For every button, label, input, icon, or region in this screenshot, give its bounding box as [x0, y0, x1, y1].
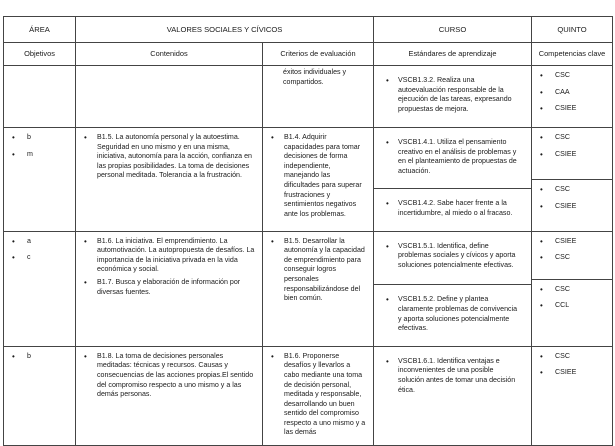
- objetivo-item: • c: [12, 253, 69, 263]
- competencia-item: • CSIEE: [540, 104, 606, 114]
- objetivo-item: • m: [12, 150, 69, 160]
- objetivo-item: • a: [12, 237, 69, 247]
- curriculum-table: [3, 16, 613, 446]
- competencias-cell: [532, 66, 613, 128]
- objetivos-header: Objetivos: [4, 43, 76, 66]
- header-row: [4, 17, 613, 43]
- estandares-cell: [374, 231, 532, 346]
- competencia-item: • CSIEE: [540, 368, 606, 378]
- competencia-item: • CCL: [540, 301, 606, 311]
- objetivos-cell: [4, 346, 76, 445]
- contenido-item: • B1.8. La toma de decisiones personales meditadas: técnicas y recursos. Causas y consecuencias de las acciones propias.El sentido del compromiso respecto a uno mismo y a las demás personas.: [84, 352, 256, 400]
- competencia-item: • CAA: [540, 88, 606, 98]
- criterios-header: Criterios de evaluación: [263, 43, 374, 66]
- competencia-item: • CSIEE: [540, 237, 606, 247]
- competencias-cell: [532, 231, 613, 346]
- objetivos-cell: [4, 231, 76, 346]
- contenidos-cell: [76, 128, 263, 232]
- course-label-header: CURSO: [374, 17, 532, 43]
- criterio-item: • B1.4. Adquirir capacidades para tomar decisiones de forma independiente, manejando las dificultades para superar frustraciones y sentimientos negativos ante los problemas.: [271, 133, 367, 219]
- objetivo-item: • b: [12, 352, 69, 362]
- contenidos-cell: [76, 346, 263, 445]
- criterios-cell: [263, 346, 374, 445]
- criterio-item: • B1.6. Proponerse desafíos y llevarlos a cabo mediante una toma de decisión personal, meditada y responsable, desarrollando un buen sentido del compromiso respecto a uno mismo y a las demás: [271, 352, 367, 438]
- subject-header: VALORES SOCIALES Y CÍVICOS: [76, 17, 374, 43]
- competencia-item: • CSIEE: [540, 150, 606, 160]
- criterio-text: éxitos individuales y compartidos.: [283, 68, 347, 86]
- criterios-cell: [263, 231, 374, 346]
- table-row: [4, 66, 613, 128]
- competencia-item: • CSC: [540, 133, 606, 143]
- estandar-item: • VSCB1.5.2. Define y plantea claramente problemas de convivencia y aporta soluciones potencialmente efectivas.: [386, 295, 521, 333]
- estandar-item: • VSCB1.6.1. Identifica ventajas e inconvenientes de una posible solución antes de tomar una decisión ética.: [386, 357, 521, 395]
- competencia-item: • CSIEE: [540, 202, 606, 212]
- objetivos-cell: [4, 66, 76, 128]
- estandares-cell: [374, 346, 532, 445]
- table-row: [4, 346, 613, 445]
- competencias-header: Competencias clave: [532, 43, 613, 66]
- objetivos-cell: [4, 128, 76, 232]
- contenidos-cell: [76, 231, 263, 346]
- criterio-item: • B1.5. Desarrollar la autonomía y la capacidad de emprendimiento para conseguir logros personales responsabilizándose del bien común.: [271, 237, 367, 304]
- contenidos-header: Contenidos: [76, 43, 263, 66]
- estandares-cell: [374, 128, 532, 232]
- contenido-item: • B1.6. La iniciativa. El emprendimiento. La automotivación. La autopropuesta de desafíos. La importancia de la iniciativa privada en la vida económica y social.: [84, 237, 256, 275]
- contenido-item: • B1.7. Busca y elaboración de información por diversas fuentes.: [84, 278, 256, 297]
- estandar-item: • VSCB1.4.2. Sabe hacer frente a la incertidumbre, al miedo o al fracaso.: [386, 199, 521, 218]
- criterios-cell: [263, 66, 374, 128]
- estandares-header: Estándares de aprendizaje: [374, 43, 532, 66]
- competencia-item: • CSC: [540, 71, 606, 81]
- competencia-item: • CSC: [540, 285, 606, 295]
- contenidos-cell: [76, 66, 263, 128]
- contenido-item: • B1.5. La autonomía personal y la autoestima. Seguridad en uno mismo y en una misma, iniciativa, autonomía para la acción, confianza en las propias posibilidades. La toma de decisiones personal meditada. Tolerancia a la frustración.: [84, 133, 256, 181]
- competencias-cell: [532, 346, 613, 445]
- area-header: ÁREA: [4, 17, 76, 43]
- competencia-item: • CSC: [540, 253, 606, 263]
- competencias-cell: [532, 128, 613, 232]
- estandar-item: • VSCB1.4.1. Utiliza el pensamiento creativo en el análisis de problemas y en el planteamiento de propuestas de actuación.: [386, 138, 521, 176]
- criterios-cell: [263, 128, 374, 232]
- competencia-item: • CSC: [540, 352, 606, 362]
- competencia-item: • CSC: [540, 185, 606, 195]
- estandar-item: • VSCB1.3.2. Realiza una autoevaluación responsable de la ejecución de las tareas, expresando propuestas de mejora.: [386, 76, 521, 114]
- table-row: [4, 128, 613, 232]
- table-row: [4, 231, 613, 346]
- estandar-item: • VSCB1.5.1. Identifica, define problemas sociales y cívicos y aporta soluciones potencialmente efectivas.: [386, 242, 521, 271]
- estandares-cell: [374, 66, 532, 128]
- objetivo-item: • b: [12, 133, 69, 143]
- course-value-header: QUINTO: [532, 17, 613, 43]
- subheader-row: [4, 43, 613, 66]
